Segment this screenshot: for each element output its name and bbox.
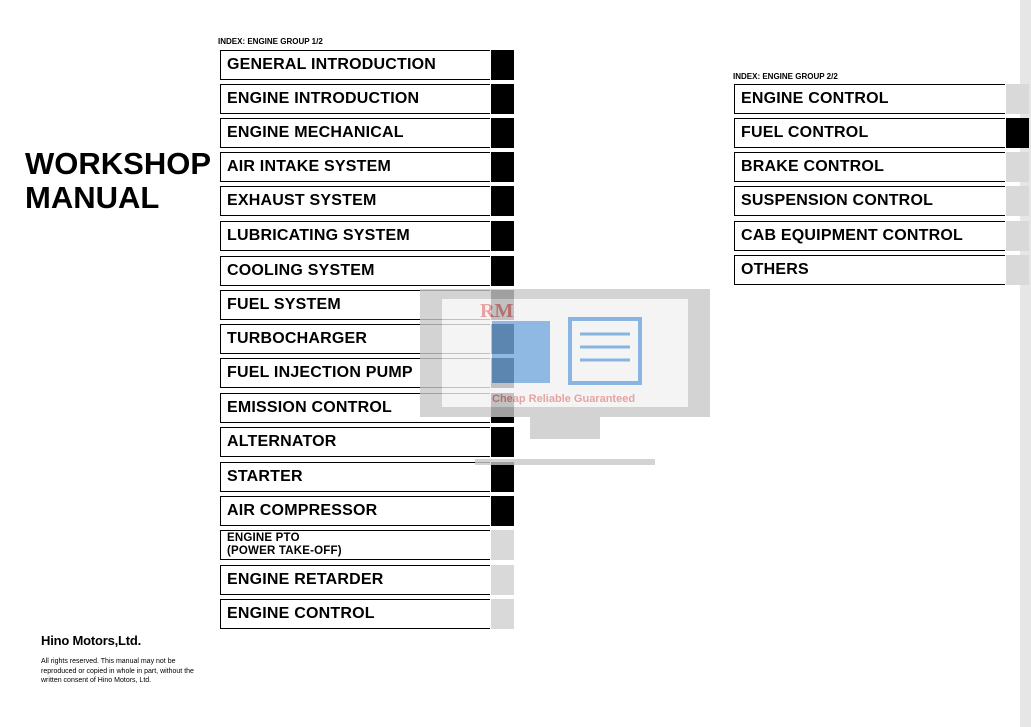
- index-entry-engine-pto-power-take-off[interactable]: [220, 530, 490, 560]
- index-entry-label: LUBRICATING SYSTEM: [227, 227, 410, 244]
- section-tab-marker: [1006, 152, 1029, 182]
- section-tab-marker: [491, 565, 514, 595]
- index-entry-air-intake-system[interactable]: [220, 152, 490, 182]
- index-entry-label: SUSPENSION CONTROL: [741, 192, 934, 209]
- index-entry-label: COOLING SYSTEM: [227, 262, 375, 279]
- index-entry-label: EMISSION CONTROL: [227, 399, 392, 416]
- section-tab-marker: [491, 530, 514, 560]
- copyright-notice: All rights reserved. This manual may not be reproduced or copied in whole in part, without the written consent of Hino Motors, Ltd.: [41, 658, 194, 684]
- section-tab-marker: [491, 256, 514, 286]
- index-entry-general-introduction[interactable]: [220, 50, 490, 80]
- index-entry-label: ENGINE CONTROL: [741, 90, 889, 107]
- index-entry-engine-control[interactable]: [220, 599, 490, 629]
- index-entry-label: OTHERS: [741, 261, 809, 278]
- index-entry-label: ENGINE RETARDER: [227, 571, 384, 588]
- index-group-2-label: INDEX: ENGINE GROUP 2/2: [733, 72, 838, 81]
- index-entry-label: TURBOCHARGER: [227, 330, 368, 347]
- index-entry-label: AIR COMPRESSOR: [227, 502, 378, 519]
- index-entry-engine-retarder[interactable]: [220, 565, 490, 595]
- index-group-1-label: INDEX: ENGINE GROUP 1/2: [218, 37, 323, 46]
- section-tab-marker: [491, 152, 514, 182]
- index-entry-lubricating-system[interactable]: [220, 221, 490, 251]
- section-tab-marker: [1006, 84, 1029, 114]
- index-entry-label: ENGINE PTO (POWER TAKE-OFF): [227, 532, 342, 557]
- index-entry-cab-equipment-control[interactable]: [734, 221, 1005, 251]
- watermark-monitor-screen: [442, 299, 688, 407]
- index-entry-fuel-control[interactable]: [734, 118, 1005, 148]
- index-entry-brake-control[interactable]: [734, 152, 1005, 182]
- index-entry-engine-mechanical[interactable]: [220, 118, 490, 148]
- section-tab-marker: [491, 50, 514, 80]
- section-tab-marker: [1006, 118, 1029, 148]
- title-line-1: WORKSHOP: [25, 146, 211, 181]
- watermark-monitor-base: [475, 459, 655, 465]
- index-entry-label: AIR INTAKE SYSTEM: [227, 158, 392, 175]
- index-entry-label: FUEL CONTROL: [741, 124, 869, 141]
- watermark-monitor-neck: [530, 417, 600, 439]
- manual-title: [25, 147, 211, 215]
- index-entry-label: STARTER: [227, 468, 303, 485]
- index-entry-label: EXHAUST SYSTEM: [227, 192, 377, 209]
- section-tab-marker: [491, 496, 514, 526]
- index-entry-engine-introduction[interactable]: [220, 84, 490, 114]
- section-tab-marker: [491, 599, 514, 629]
- index-entry-label: FUEL SYSTEM: [227, 296, 341, 313]
- index-entry-label: BRAKE CONTROL: [741, 158, 885, 175]
- index-entry-label: CAB EQUIPMENT CONTROL: [741, 227, 963, 244]
- index-entry-label: ENGINE CONTROL: [227, 605, 375, 622]
- index-entry-label: ENGINE MECHANICAL: [227, 124, 404, 141]
- index-entry-engine-control[interactable]: [734, 84, 1005, 114]
- watermark-logo: [420, 289, 710, 467]
- section-tab-marker: [1006, 221, 1029, 251]
- section-tab-marker: [491, 118, 514, 148]
- index-entry-air-compressor[interactable]: [220, 496, 490, 526]
- index-entry-label: ENGINE INTRODUCTION: [227, 90, 420, 107]
- index-entry-label: FUEL INJECTION PUMP: [227, 364, 413, 381]
- index-entry-label: GENERAL INTRODUCTION: [227, 56, 437, 73]
- index-entry-label: ALTERNATOR: [227, 433, 337, 450]
- section-tab-marker: [1006, 255, 1029, 285]
- watermark-logo-text: RM: [480, 300, 514, 322]
- index-entry-exhaust-system[interactable]: [220, 186, 490, 216]
- index-entry-suspension-control[interactable]: [734, 186, 1005, 216]
- section-tab-marker: [491, 84, 514, 114]
- watermark-tagline: Cheap Reliable Guaranteed: [492, 393, 636, 405]
- index-entry-cooling-system[interactable]: [220, 256, 490, 286]
- index-entry-others[interactable]: [734, 255, 1005, 285]
- company-name: Hino Motors,Ltd.: [41, 633, 142, 648]
- title-line-2: MANUAL: [25, 180, 160, 215]
- watermark-wrench-icon: [492, 321, 550, 383]
- section-tab-marker: [1006, 186, 1029, 216]
- section-tab-marker: [491, 221, 514, 251]
- section-tab-marker: [491, 186, 514, 216]
